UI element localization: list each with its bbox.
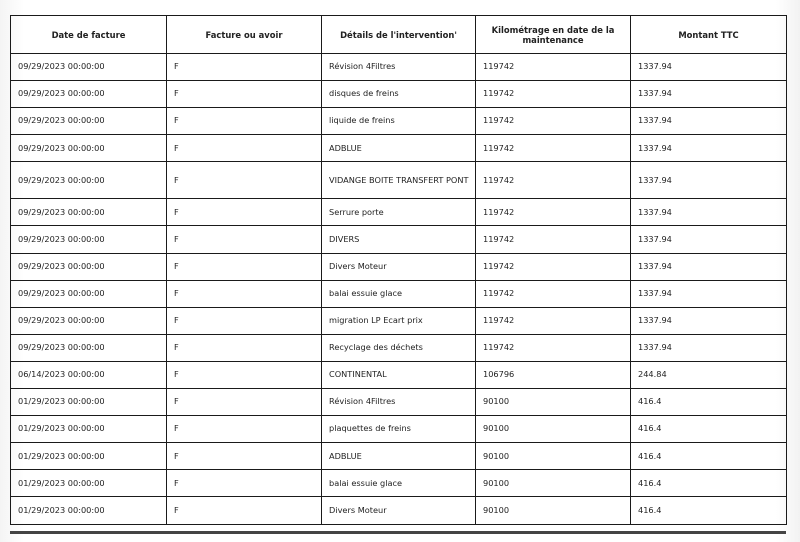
cell-amount: 416.4: [631, 470, 787, 497]
cell-amount: 416.4: [631, 443, 787, 470]
cell-details: balai essuie glace: [322, 280, 476, 307]
cell-amount: 1337.94: [631, 108, 787, 135]
cell-details: balai essuie glace: [322, 470, 476, 497]
cell-amount: 416.4: [631, 497, 787, 524]
cell-mileage: 119742: [476, 253, 631, 280]
cell-type: F: [167, 108, 322, 135]
cell-date: 09/29/2023 00:00:00: [11, 135, 167, 162]
cell-mileage: 119742: [476, 199, 631, 226]
table-row: [11, 389, 787, 416]
table-row: [11, 361, 787, 388]
cell-mileage: 90100: [476, 389, 631, 416]
cell-amount: 416.4: [631, 389, 787, 416]
cell-details: VIDANGE BOITE TRANSFERT PONT: [322, 162, 476, 199]
table-row: [11, 443, 787, 470]
cell-date: 01/29/2023 00:00:00: [11, 389, 167, 416]
table-row: [11, 253, 787, 280]
cell-type: F: [167, 54, 322, 81]
table-row: [11, 199, 787, 226]
cell-amount: 1337.94: [631, 54, 787, 81]
cell-details: migration LP Ecart prix: [322, 307, 476, 334]
cell-date: 09/29/2023 00:00:00: [11, 280, 167, 307]
cell-type: F: [167, 307, 322, 334]
table-row: [11, 280, 787, 307]
cell-details: plaquettes de freins: [322, 416, 476, 443]
table-row: [11, 470, 787, 497]
cell-date: 09/29/2023 00:00:00: [11, 307, 167, 334]
cell-details: DIVERS: [322, 226, 476, 253]
cell-type: F: [167, 334, 322, 361]
cell-details: Divers Moteur: [322, 253, 476, 280]
cell-date: 01/29/2023 00:00:00: [11, 497, 167, 524]
cell-type: F: [167, 361, 322, 388]
table-row: [11, 54, 787, 81]
cell-details: Révision 4Filtres: [322, 389, 476, 416]
cell-type: F: [167, 162, 322, 199]
cell-type: F: [167, 280, 322, 307]
table-row: [11, 416, 787, 443]
cell-mileage: 119742: [476, 54, 631, 81]
bottom-divider: [10, 531, 786, 534]
cell-mileage: 119742: [476, 334, 631, 361]
cell-type: F: [167, 199, 322, 226]
cell-type: F: [167, 253, 322, 280]
header-mileage: Kilométrage en date de la maintenance: [476, 16, 631, 54]
cell-amount: 1337.94: [631, 334, 787, 361]
cell-mileage: 106796: [476, 361, 631, 388]
cell-type: F: [167, 135, 322, 162]
cell-date: 09/29/2023 00:00:00: [11, 54, 167, 81]
cell-amount: 1337.94: [631, 226, 787, 253]
header-invoice-date: Date de facture: [11, 16, 167, 54]
table-row: [11, 81, 787, 108]
header-invoice-type: Facture ou avoir: [167, 16, 322, 54]
cell-details: disques de freins: [322, 81, 476, 108]
table-row: [11, 334, 787, 361]
cell-date: 06/14/2023 00:00:00: [11, 361, 167, 388]
table-row: [11, 226, 787, 253]
cell-details: ADBLUE: [322, 135, 476, 162]
cell-date: 01/29/2023 00:00:00: [11, 416, 167, 443]
table-row: [11, 162, 787, 199]
cell-details: Recyclage des déchets: [322, 334, 476, 361]
cell-mileage: 119742: [476, 162, 631, 199]
maintenance-table: [10, 15, 787, 525]
cell-type: F: [167, 443, 322, 470]
cell-type: F: [167, 81, 322, 108]
cell-date: 01/29/2023 00:00:00: [11, 470, 167, 497]
cell-type: F: [167, 497, 322, 524]
cell-amount: 1337.94: [631, 135, 787, 162]
header-amount: Montant TTC: [631, 16, 787, 54]
table-row: [11, 108, 787, 135]
cell-amount: 1337.94: [631, 162, 787, 199]
cell-date: 01/29/2023 00:00:00: [11, 443, 167, 470]
cell-amount: 1337.94: [631, 307, 787, 334]
cell-mileage: 90100: [476, 416, 631, 443]
cell-mileage: 90100: [476, 497, 631, 524]
table-row: [11, 135, 787, 162]
cell-date: 09/29/2023 00:00:00: [11, 162, 167, 199]
cell-details: Révision 4Filtres: [322, 54, 476, 81]
cell-amount: 1337.94: [631, 253, 787, 280]
cell-type: F: [167, 226, 322, 253]
cell-mileage: 119742: [476, 280, 631, 307]
cell-details: Serrure porte: [322, 199, 476, 226]
cell-details: CONTINENTAL: [322, 361, 476, 388]
cell-mileage: 119742: [476, 307, 631, 334]
cell-date: 09/29/2023 00:00:00: [11, 199, 167, 226]
cell-date: 09/29/2023 00:00:00: [11, 226, 167, 253]
table-header-row: [11, 16, 787, 54]
cell-amount: 1337.94: [631, 280, 787, 307]
cell-date: 09/29/2023 00:00:00: [11, 81, 167, 108]
cell-mileage: 119742: [476, 226, 631, 253]
cell-details: liquide de freins: [322, 108, 476, 135]
cell-mileage: 119742: [476, 135, 631, 162]
cell-mileage: 90100: [476, 470, 631, 497]
cell-amount: 1337.94: [631, 81, 787, 108]
cell-type: F: [167, 470, 322, 497]
cell-mileage: 119742: [476, 81, 631, 108]
cell-amount: 1337.94: [631, 199, 787, 226]
cell-mileage: 90100: [476, 443, 631, 470]
cell-date: 09/29/2023 00:00:00: [11, 334, 167, 361]
cell-date: 09/29/2023 00:00:00: [11, 253, 167, 280]
cell-mileage: 119742: [476, 108, 631, 135]
cell-details: ADBLUE: [322, 443, 476, 470]
cell-amount: 416.4: [631, 416, 787, 443]
header-intervention-details: Détails de l'intervention': [322, 16, 476, 54]
cell-type: F: [167, 389, 322, 416]
cell-details: Divers Moteur: [322, 497, 476, 524]
cell-date: 09/29/2023 00:00:00: [11, 108, 167, 135]
table-row: [11, 497, 787, 524]
table-row: [11, 307, 787, 334]
cell-amount: 244.84: [631, 361, 787, 388]
cell-type: F: [167, 416, 322, 443]
